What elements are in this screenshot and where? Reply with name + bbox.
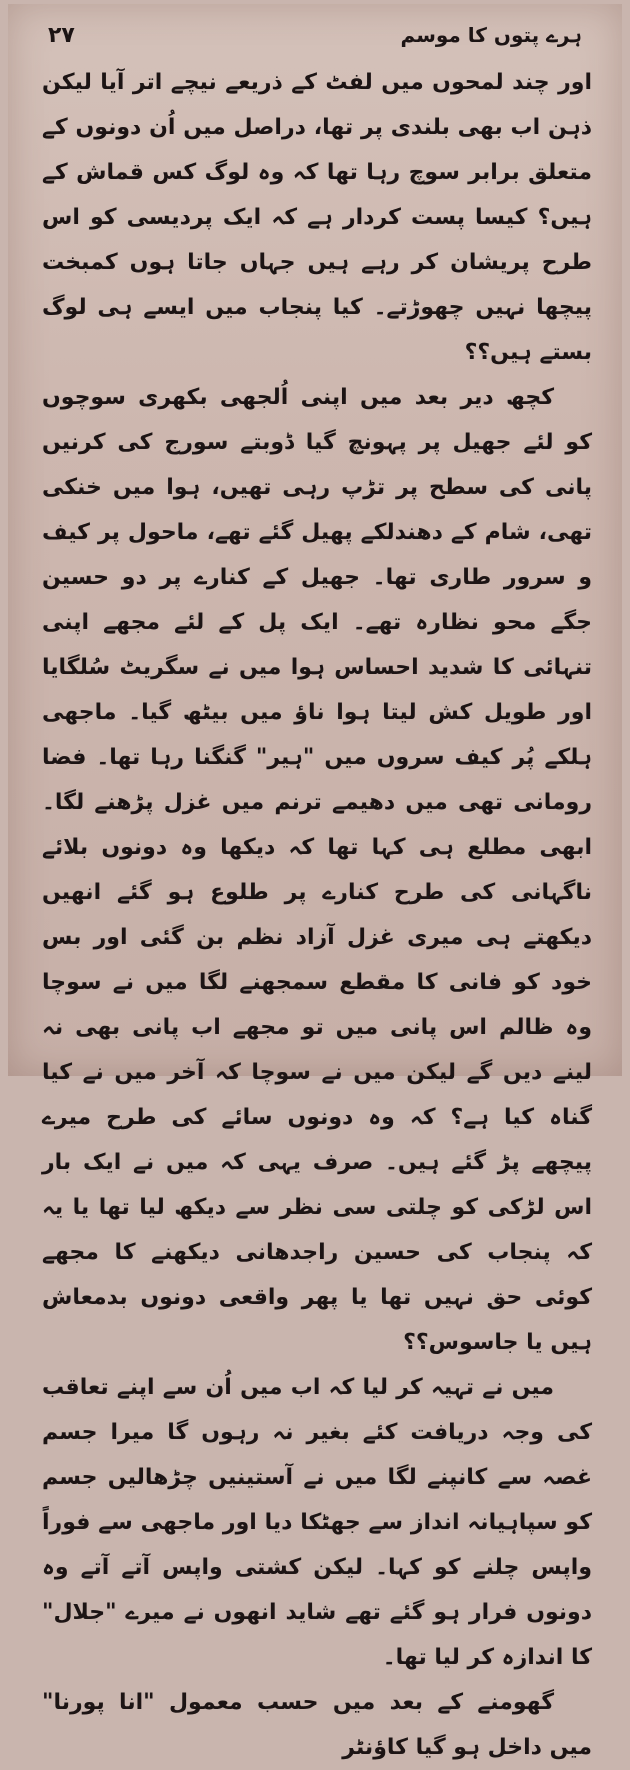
page-number: ۲۷: [48, 22, 75, 48]
book-page: [8, 4, 622, 1760]
paragraph: گھومنے کے بعد میں حسب معمول "انا پورنا" میں داخل ہو گیا کاؤنٹر: [42, 1690, 592, 1760]
paragraph: اور چند لمحوں میں لفٹ کے ذریعے نیچے اتر آیا لیکن ذہن اب بھی بلندی پر تھا، دراصل میں اُن دونوں کے متعلق برابر سوچ رہا تھا کہ وہ لوگ کس قماش کے ہیں؟ کیسا پست کردار ہے کہ ایک پردیسی کو اس طرح پریشان کر رہے ہیں جہاں جاتا ہوں کمبخت پیچھا نہیں چھوڑتے۔ کیا پنجاب میں ایسے ہی لوگ بستے ہیں؟؟: [42, 70, 592, 365]
running-title: ہرے پتوں کا موسم: [400, 23, 582, 47]
paragraph: میں نے تہیہ کر لیا کہ اب میں اُن سے اپنے تعاقب کی وجہ دریافت کئے بغیر نہ رہوں گا میرا جسم غصہ سے کانپنے لگا میں نے آستینیں چڑھالیں جسم کو سپاہیانہ انداز سے جھٹکا دیا اور ماجھی سے فوراً واپس چلنے کو کہا۔ لیکن کشتی واپس آتے آتے وہ دونوں فرار ہو گئے تھے شاید انھوں نے میرے "جلال" کا اندازہ کر لیا تھا۔: [42, 1375, 592, 1670]
page-header: [48, 18, 582, 52]
paragraph: کچھ دیر بعد میں اپنی اُلجھی بکھری سوچوں کو لئے جھیل پر پہونچ گیا ڈوبتے سورج کی کرنیں پانی کی سطح پر تڑپ رہی تھیں، ہوا میں خنکی تھی، شام کے دھندلکے پھیل گئے تھے، ماحول پر کیف و سرور طاری تھا۔ جھیل کے کنارے پر دو حسین جگے محو نظارہ تھے۔ ایک پل کے لئے مجھے اپنی تنہائی کا شدید احساس ہوا میں نے سگریٹ سُلگایا اور طویل کش لیتا ہوا ناؤ میں بیٹھ گیا۔ ماجھی ہلکے پُر کیف سروں میں "ہیر" گنگنا رہا تھا۔ فضا رومانی تھی میں دھیمے ترنم میں غزل پڑھنے لگا۔ ابھی مطلع ہی کہا تھا کہ دیکھا وہ دونوں بلائے ناگہانی کی طرح کنارے پر طلوع ہو گئے انھیں دیکھتے ہی میری غزل آزاد نظم بن گئی اور بس خود کو فانی کا مقطع سمجھنے لگا میں نے سوچا وہ ظالم اس پانی میں تو مجھے اب پانی بھی نہ لینے دیں گے لیکن میں نے سوچا کہ آخر میں نے کیا گناہ کیا ہے؟ کہ وہ دونوں سائے کی طرح میرے پیچھے پڑ گئے ہیں۔ صرف یہی کہ میں نے ایک بار اس لڑکی کو چلتی سی نظر سے دیکھ لیا تھا یا یہ کہ پنجاب کی حسین راجدھانی دیکھنے کا مجھے کوئی حق نہیں تھا یا پھر واقعی دونوں بدمعاش ہیں یا جاسوس؟؟: [42, 385, 592, 1355]
body-text: [42, 60, 592, 1770]
